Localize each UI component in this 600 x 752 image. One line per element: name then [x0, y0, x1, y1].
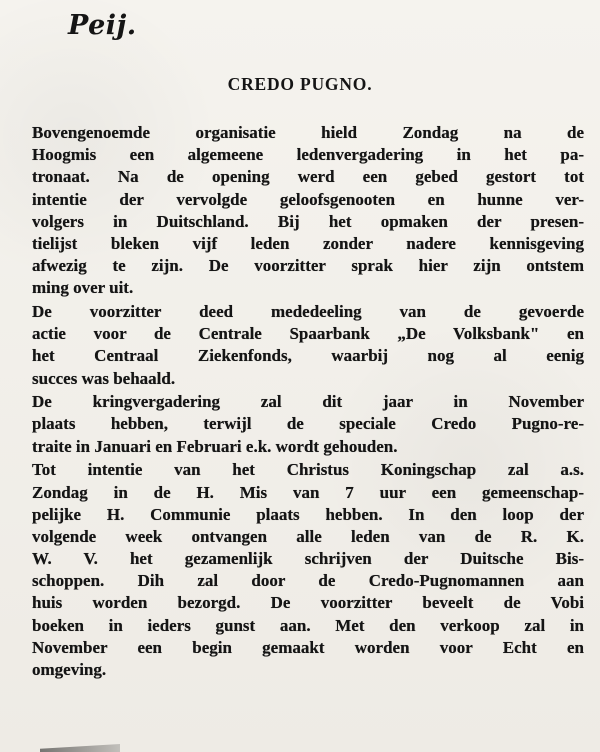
article-line: schoppen. Dih zal door de Credo-Pugnomannen aan [32, 571, 584, 591]
article-line: omgeving. [32, 660, 107, 679]
article-line: actie voor de Centrale Spaarbank „De Volksbank" en [32, 324, 584, 344]
article-line: volgende week ontvangen alle leden van de R. K. [32, 526, 584, 546]
article-line: November een begin gemaakt worden voor Echt en [32, 637, 584, 657]
article-line: Bovengenoemde organisatie hield Zondag na de [32, 123, 584, 142]
article-line: volgers in Duitschland. Bij het opmaken der presen- [32, 211, 584, 231]
article-line: De voorzitter deed mededeeling van de gevoerde [32, 302, 584, 321]
article-line: traite in Januari en Februari e.k. wordt gehouden. [32, 436, 398, 456]
article-line: tielijst bleken vijf leden zonder nadere kennisgeving [32, 233, 584, 253]
article-line: intentie der vervolgde geloofsgenooten en hunne ver- [32, 189, 584, 209]
article-line: afwezig te zijn. De voorzitter sprak hier zijn ontstem [32, 256, 584, 276]
article-line: plaats hebben, terwijl de speciale Credo Pugno-re- [32, 414, 584, 434]
article-line: tronaat. Na de opening werd een gebed gestort tot [32, 167, 584, 187]
article-line: het Centraal Ziekenfonds, waarbij nog al eenig [32, 346, 584, 366]
article-line: pelijke H. Communie plaats hebben. In den loop der [32, 504, 584, 524]
article-line: De kringvergadering zal dit jaar in November [32, 392, 584, 412]
article-line: ming over uit. [32, 278, 134, 298]
place-heading: Peij. [68, 10, 137, 41]
article-line: W. V. het gezamenlijk schrijven der Duitsche Bis- [32, 549, 584, 569]
article-line: boeken in ieders gunst aan. Met den verkoop zal in [32, 615, 584, 635]
article-line: Hoogmis een algemeene ledenvergadering in het pa- [32, 145, 584, 165]
article-line: succes was behaald. [32, 368, 176, 388]
article-line: Tot intentie van het Christus Koningschap zal a.s. [32, 460, 584, 480]
article-line: huis worden bezorgd. De voorzitter beveelt de Vobi [32, 593, 584, 613]
article-line: Zondag in de H. Mis van 7 uur een gemeenschap- [32, 482, 584, 502]
torn-edge-mark [40, 744, 120, 752]
article-headline: CREDO PUGNO. [227, 74, 373, 94]
article-body [32, 122, 584, 681]
